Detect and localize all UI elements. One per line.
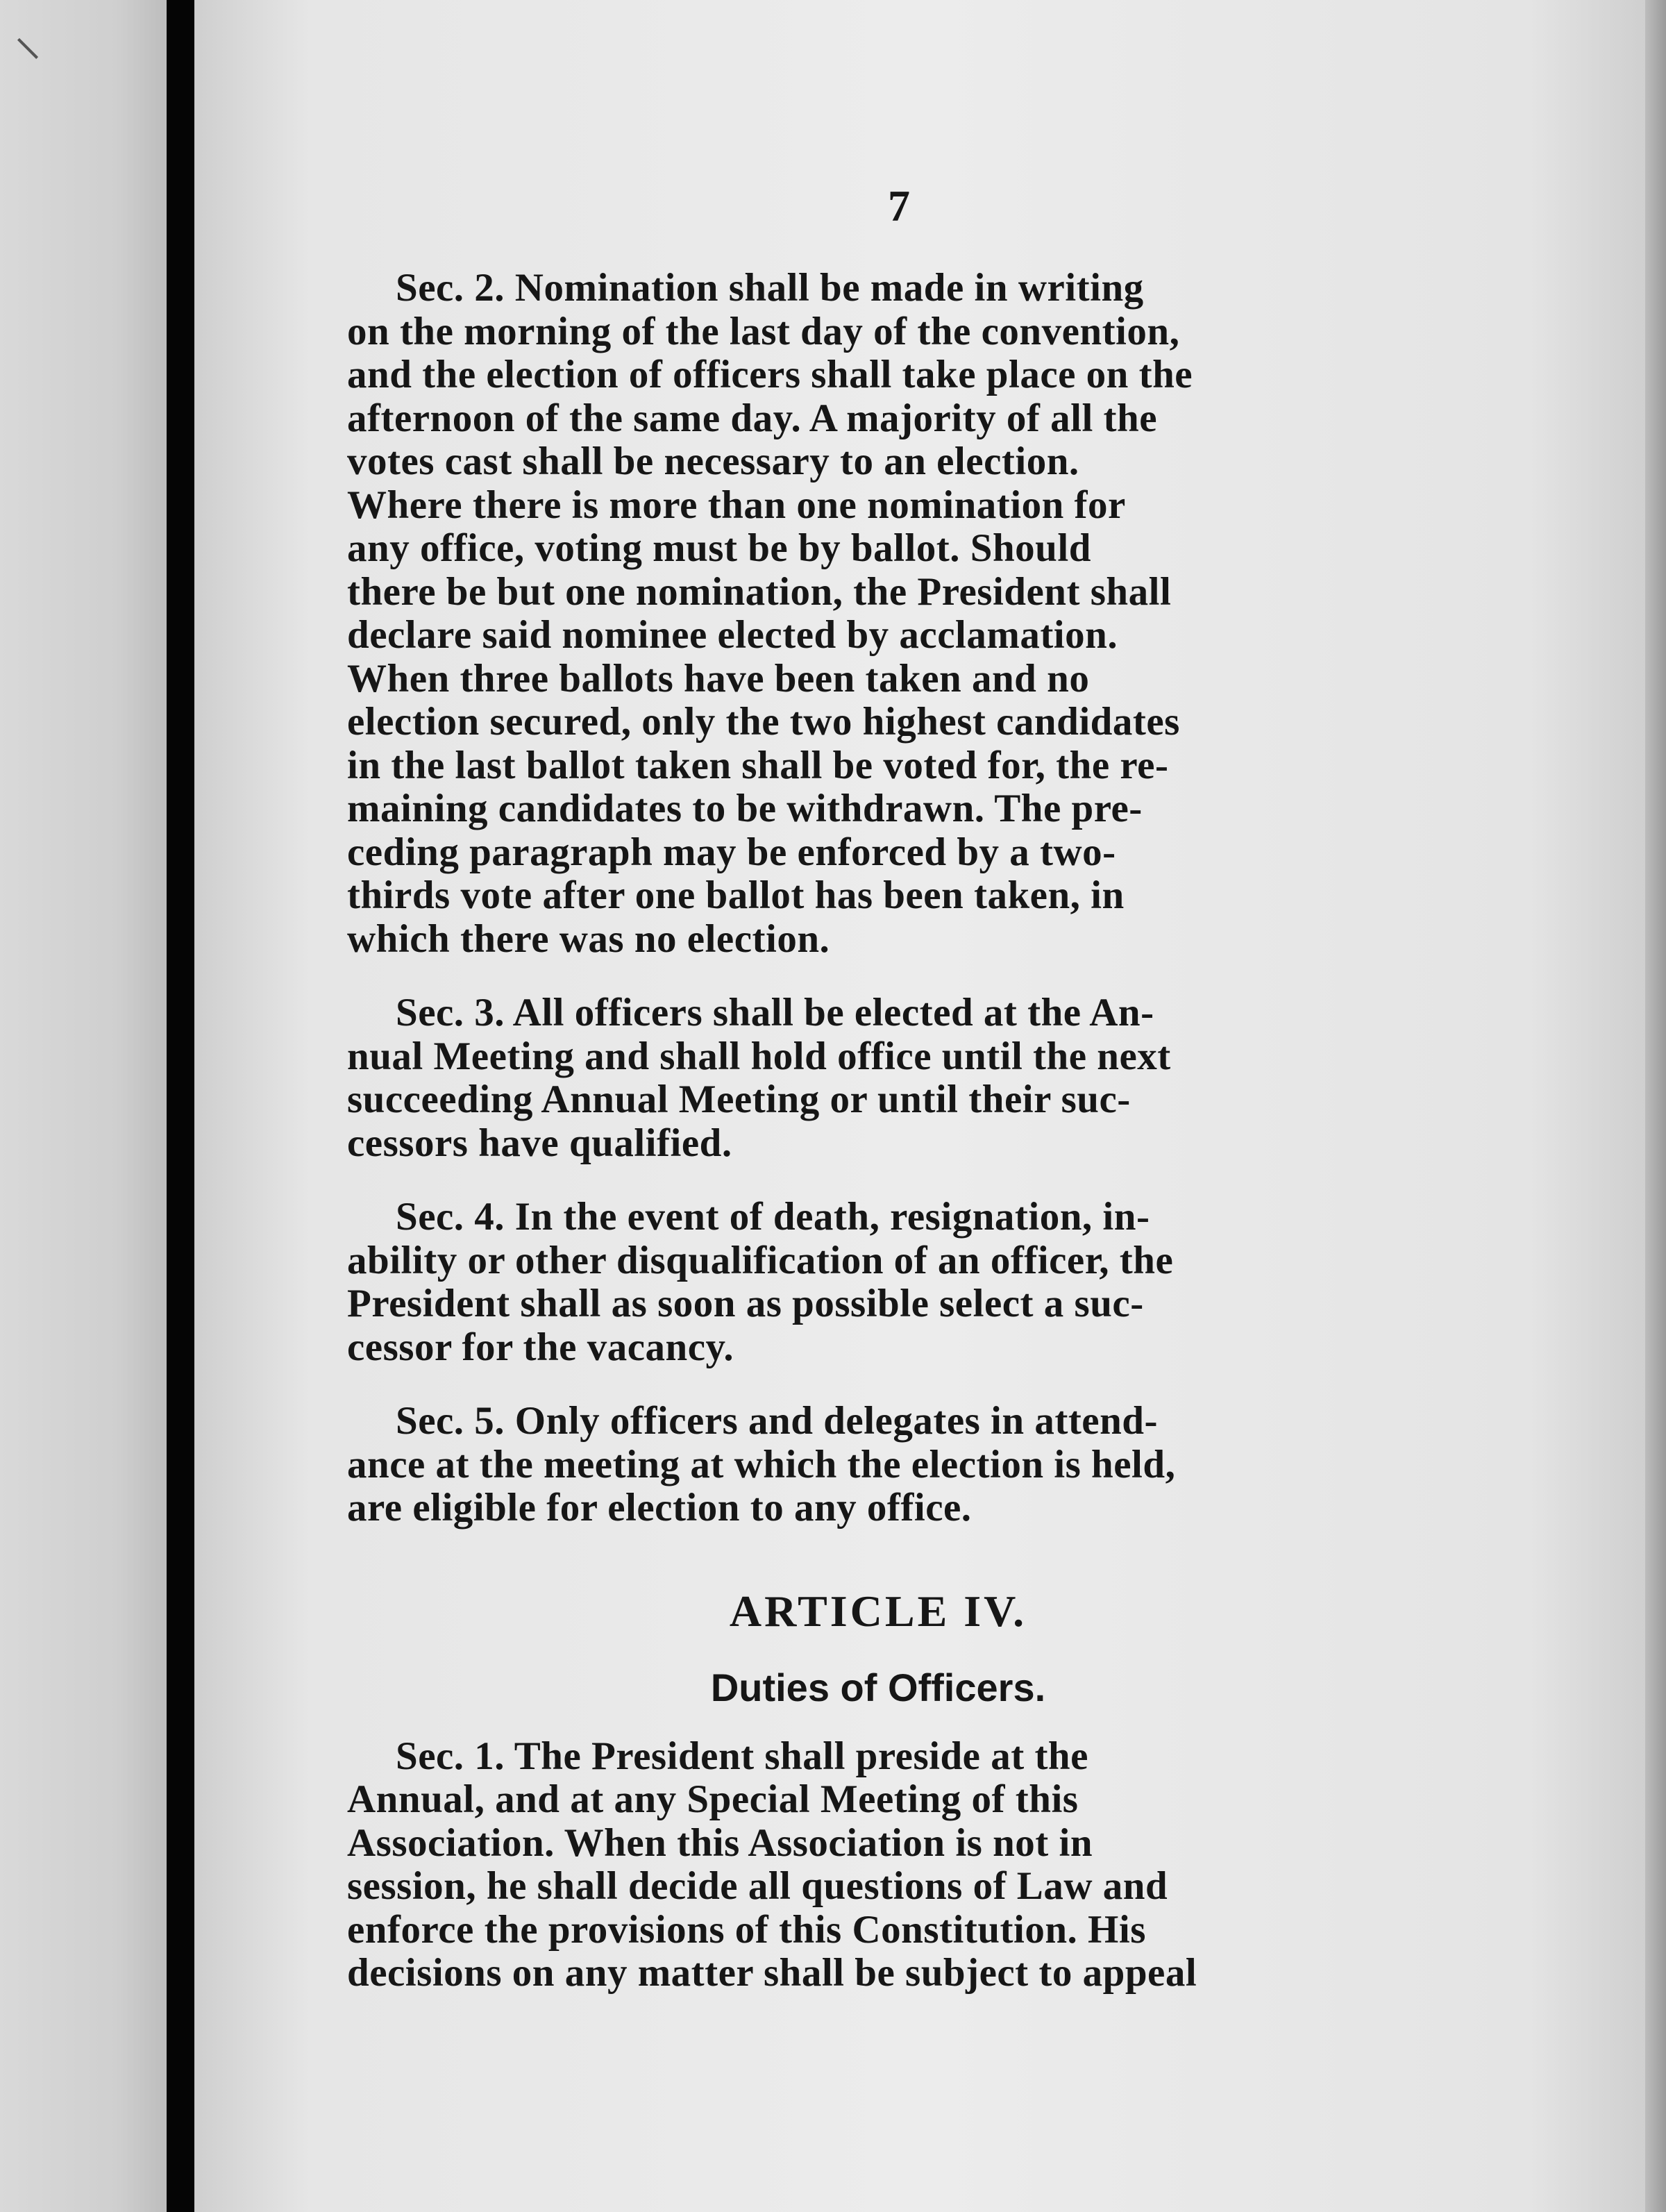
text-line: Where there is more than one nomination for [347,483,1126,527]
text-line: and the election of officers shall take place on the [347,353,1193,396]
text-line: ance at the meeting at which the election is held, [347,1442,1176,1486]
text-line: afternoon of the same day. A majority of all the [347,396,1158,440]
text-line: maining candidates to be withdrawn. The pre- [347,787,1143,830]
text-line: are eligible for election to any office. [347,1486,972,1530]
text-line: Sec. 3. All officers shall be elected at the An- [396,991,1154,1034]
text-line: there be but one nomination, the President shall [347,569,1172,614]
text-line: succeeding Annual Meeting or until their suc- [347,1078,1131,1121]
text-line: Sec. 4. In the event of death, resignation, in- [396,1195,1150,1239]
text-line: Sec. 5. Only officers and delegates in attend- [396,1399,1158,1443]
text-line: cessors have qualified. [347,1121,732,1165]
section-paragraph [347,1196,1409,1369]
section-paragraph [347,1735,1409,1995]
text-line: declare said nominee elected by acclamation. [347,613,1118,657]
section-paragraph [347,991,1409,1165]
page-number: 7 [888,181,910,231]
article-heading: ARTICLE IV. [729,1586,1027,1636]
text-line: session, he shall decide all questions of Law and [347,1864,1168,1908]
text-line: Annual, and at any Special Meeting of this [347,1777,1079,1821]
text-line: Association. When this Association is not in [347,1820,1093,1865]
left-margin [0,0,167,2212]
text-line: President shall as soon as possible select a suc- [347,1282,1144,1325]
text-line: enforce the provisions of this Constitution. His [347,1907,1146,1952]
text-line: in the last ballot taken shall be voted for, the re- [347,743,1169,787]
text-line: decisions on any matter shall be subject to appeal [347,1951,1197,1995]
page-content [347,181,1409,2026]
text-line: Sec. 1. The President shall preside at the [396,1734,1088,1778]
section-paragraph [347,1400,1409,1530]
text-line: on the morning of the last day of the convention, [347,309,1180,353]
text-line: ceding paragraph may be enforced by a two- [347,830,1116,874]
article-iii-sections [347,267,1409,1530]
text-line: which there was no election. [347,916,830,961]
text-line: election secured, only the two highest candidates [347,700,1180,744]
text-line: thirds vote after one ballot has been taken, in [347,873,1125,917]
text-line: any office, voting must be by ballot. Should [347,526,1091,570]
section-paragraph [347,267,1409,961]
text-line: votes cast shall be necessary to an election. [347,439,1079,483]
corner-mark: ⸌ [14,26,42,91]
text-line: When three ballots have been taken and no [347,656,1090,701]
page-edge [1645,0,1666,2212]
book-spine [167,0,194,2212]
text-line: ability or other disqualification of an officer, the [347,1238,1174,1282]
article-iv-sections [347,1735,1409,1995]
text-line: Sec. 2. Nomination shall be made in writing [396,266,1144,310]
article-subheading: Duties of Officers. [710,1665,1046,1709]
text-line: cessor for the vacancy. [347,1325,734,1369]
text-line: nual Meeting and shall hold office until the next [347,1034,1171,1078]
